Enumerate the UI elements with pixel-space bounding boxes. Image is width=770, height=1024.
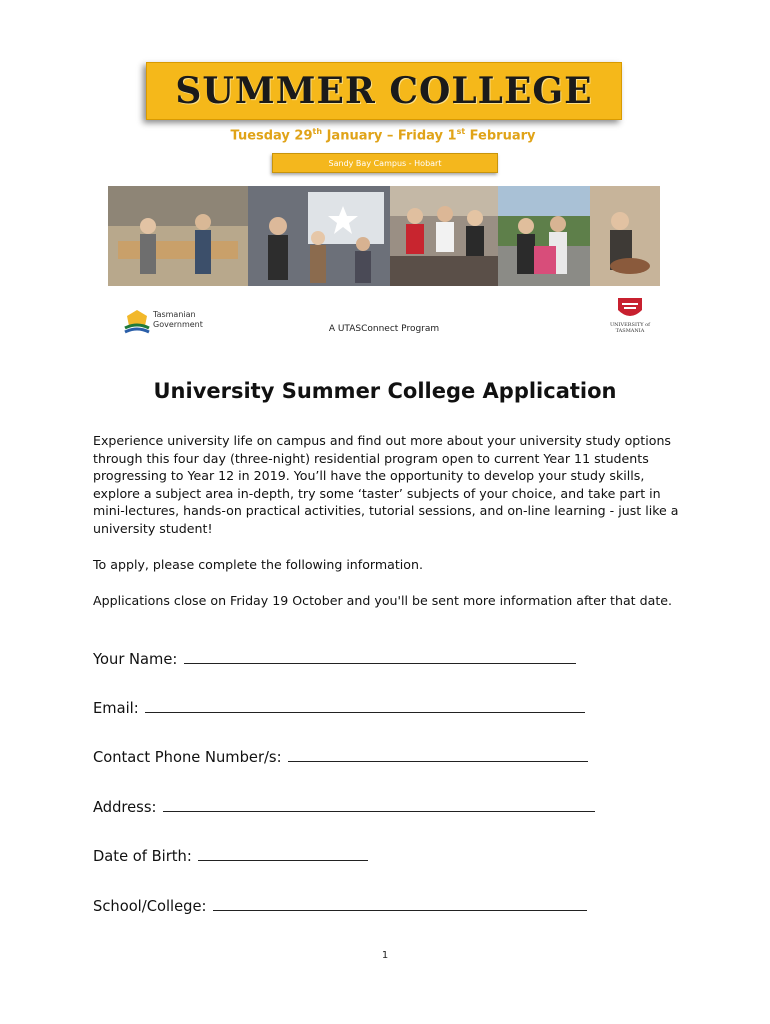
- page-number: 1: [381, 950, 389, 961]
- banner-title: SUMMER COLLEGE: [175, 70, 593, 112]
- phone-input-line[interactable]: [288, 747, 588, 762]
- photo-collage: [108, 186, 660, 286]
- summer-college-banner: [146, 62, 622, 120]
- name-label: Your Name:: [93, 651, 178, 668]
- address-label: Address:: [93, 799, 157, 816]
- utas-text: [608, 322, 652, 334]
- school-field: [93, 896, 587, 915]
- photo-outdoor: [498, 186, 590, 286]
- email-input-line[interactable]: [145, 698, 585, 713]
- school-label: School/College:: [93, 898, 207, 915]
- photo-lab-students: [108, 186, 248, 286]
- date-start-suffix: th: [312, 127, 323, 136]
- tas-gov-line2: Government: [153, 320, 203, 329]
- photo-presentation: [248, 186, 390, 286]
- utas-logo: [608, 296, 652, 336]
- dob-label: Date of Birth:: [93, 848, 192, 865]
- close-date-notice: Applications close on Friday 19 October and you'll be sent more information after that date.: [93, 593, 673, 608]
- tasmania-emblem-icon: [123, 308, 151, 336]
- school-input-line[interactable]: [213, 896, 587, 911]
- date-end-suffix: st: [456, 127, 466, 136]
- campus-label: Sandy Bay Campus - Hobart: [328, 158, 442, 168]
- tas-gov-text: [153, 310, 203, 330]
- address-input-line[interactable]: [163, 797, 595, 812]
- page-title: University Summer College Application: [153, 379, 617, 403]
- dob-field: [93, 846, 368, 865]
- phone-label: Contact Phone Number/s:: [93, 749, 282, 766]
- tasmanian-government-logo: [123, 308, 213, 336]
- photo-pottery: [590, 186, 660, 286]
- address-field: [93, 797, 595, 816]
- apply-instructions: To apply, please complete the following information.: [93, 557, 424, 572]
- intro-paragraph: Experience university life on campus and find out more about your university study options through this four day (three-night) residential program open to current Year 11 students progressing to Year 12 in 2019. You’ll have the opportunity to develop your study skills, explore a subject area in-depth, try some ‘taster’ subjects of your choice, and take part in mini-lectures, hands-on practical activities, tutorial sessions, and on-line learning - just like a university student!: [93, 433, 679, 536]
- tasmanian-tiger-crest-icon: [608, 296, 652, 322]
- utas-line1: UNIVERSITY of: [609, 322, 651, 328]
- program-dates: [146, 127, 620, 143]
- campus-bar: [272, 153, 498, 173]
- date-start: Tuesday 29: [230, 128, 313, 144]
- utas-line2: TASMANIA: [615, 328, 645, 334]
- dob-input-line[interactable]: [198, 846, 368, 861]
- email-field: [93, 698, 585, 717]
- tas-gov-line1: Tasmanian: [153, 310, 196, 319]
- email-label: Email:: [93, 700, 139, 717]
- name-input-line[interactable]: [184, 649, 576, 664]
- name-field: [93, 649, 576, 668]
- date-end: February: [465, 128, 536, 144]
- phone-field: [93, 747, 588, 766]
- program-label: A UTASConnect Program: [328, 324, 440, 334]
- date-middle: January – Friday 1: [322, 128, 457, 144]
- photo-group: [390, 186, 498, 286]
